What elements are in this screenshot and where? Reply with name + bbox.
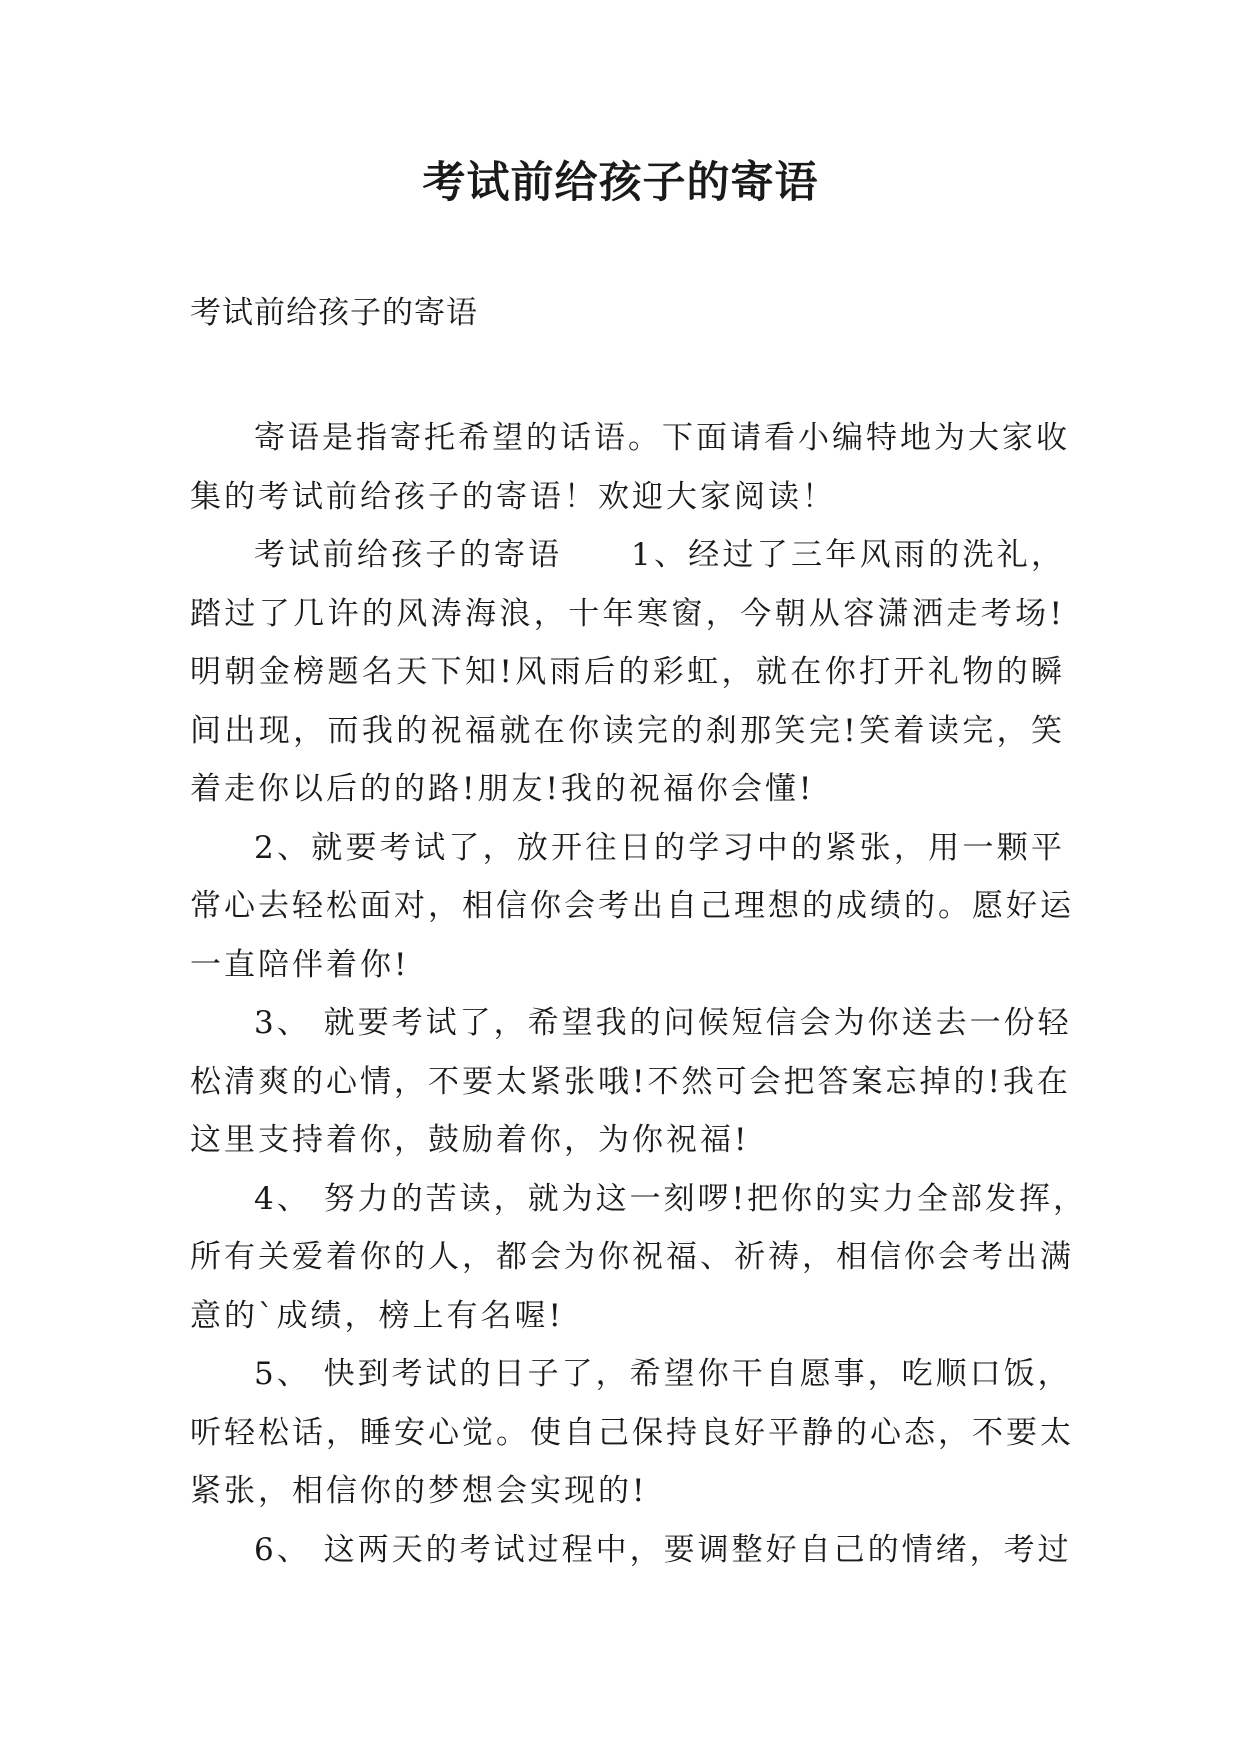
document-body (190, 409, 1088, 1579)
paragraph-line: 常心去轻松面对，相信你会考出自己理想的成绩的。愿好运 (190, 888, 1074, 924)
paragraph-line: 4、 努力的苦读，就为这一刻啰!把你的实力全部发挥， (254, 1180, 1088, 1217)
body-paragraph (190, 994, 1072, 1170)
body-paragraph (190, 526, 1065, 819)
document-subtitle: 考试前给孩子的寄语 (190, 295, 478, 331)
paragraph-line: 6、 这两天的考试过程中，要调整好自己的情绪，考过 (254, 1531, 1072, 1568)
paragraph-line: 紧张，相信你的梦想会实现的! (190, 1473, 648, 1509)
paragraph-line: 着走你以后的的路!朋友!我的祝福你会懂! (190, 771, 815, 807)
paragraph-line: 2、就要考试了，放开往日的学习中的紧张，用一颗平 (254, 829, 1065, 866)
paragraph-line: 明朝金榜题名天下知!风雨后的彩虹，就在你打开礼物的瞬 (190, 654, 1065, 690)
body-paragraph (190, 409, 1070, 526)
paragraph-line: 5、 快到考试的日子了，希望你干自愿事，吃顺口饭， (254, 1356, 1072, 1392)
paragraph-line: 所有关爱着你的人，都会为你祝福、祈祷，相信你会考出满 (190, 1239, 1074, 1275)
paragraph-line: 这里支持着你，鼓励着你，为你祝福! (190, 1122, 750, 1158)
document-title: 考试前给孩子的寄语 (422, 158, 819, 208)
paragraph-line: 踏过了几许的风涛海浪，十年寒窗，今朝从容潇洒走考场! (190, 595, 1065, 632)
paragraph-line: 3、 就要考试了，希望我的问候短信会为你送去一份轻 (254, 1005, 1072, 1041)
paragraph-line: 集的考试前给孩子的寄语！欢迎大家阅读！ (190, 478, 836, 515)
body-paragraph (190, 1170, 1088, 1346)
paragraph-line: 考试前给孩子的寄语 1、经过了三年风雨的洗礼， (254, 537, 1065, 573)
paragraph-line: 寄语是指寄托希望的话语。下面请看小编特地为大家收 (254, 420, 1070, 456)
paragraph-line: 意的`成绩，榜上有名喔! (190, 1297, 564, 1334)
body-paragraph (190, 1521, 1072, 1580)
paragraph-line: 一直陪伴着你! (190, 946, 410, 983)
paragraph-line: 间出现，而我的祝福就在你读完的刹那笑完!笑着读完，笑 (190, 712, 1065, 749)
paragraph-line: 听轻松话，睡安心觉。使自己保持良好平静的心态，不要太 (190, 1414, 1074, 1451)
paragraph-line: 松清爽的心情，不要太紧张哦!不然可会把答案忘掉的!我在 (190, 1063, 1071, 1100)
body-paragraph (190, 1345, 1074, 1521)
body-paragraph (190, 819, 1074, 995)
